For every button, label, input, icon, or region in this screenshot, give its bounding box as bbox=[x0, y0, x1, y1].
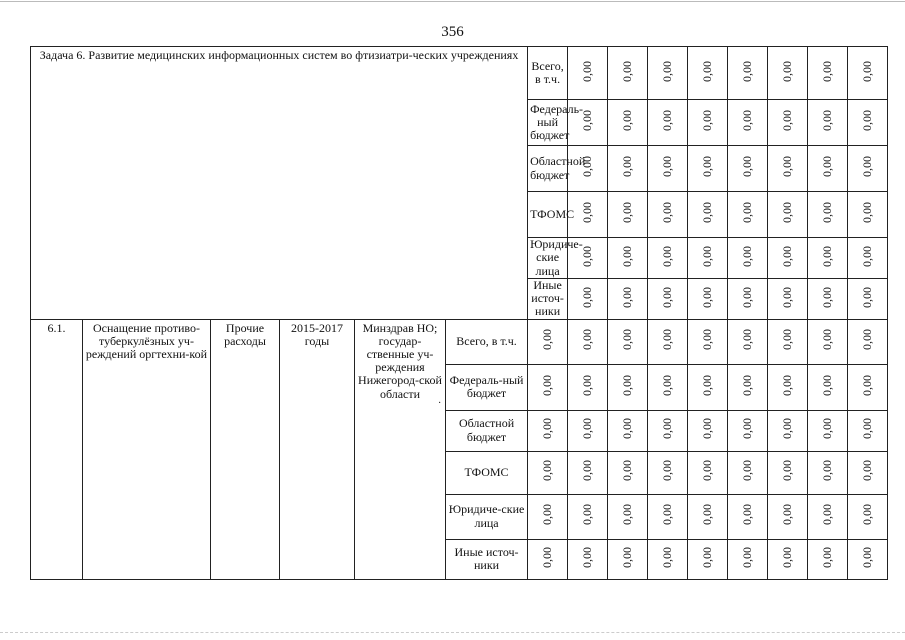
funding-value: 0,00 bbox=[779, 374, 794, 396]
scan-edge-top bbox=[0, 1, 905, 2]
table-row bbox=[31, 47, 888, 100]
funding-value: 0,00 bbox=[659, 460, 674, 482]
funding-value: 0,00 bbox=[539, 460, 554, 482]
funding-value: 0,00 bbox=[739, 329, 754, 351]
value-cell bbox=[608, 100, 648, 146]
value-cell bbox=[768, 47, 808, 100]
funding-source-label: Всего, в т.ч. bbox=[531, 58, 564, 86]
measure-name: Оснащение противо-туберкулёзных уч-реждений оргтехни-кой bbox=[85, 320, 208, 361]
funding-value: 0,00 bbox=[859, 329, 874, 351]
value-cell bbox=[728, 319, 768, 364]
funding-value: 0,00 bbox=[619, 504, 634, 526]
value-cell bbox=[568, 410, 608, 451]
funding-value: 0,00 bbox=[659, 504, 674, 526]
funding-value: 0,00 bbox=[819, 202, 834, 224]
value-cell bbox=[808, 494, 848, 539]
funding-source-cell bbox=[446, 319, 528, 364]
value-cell bbox=[768, 100, 808, 146]
value-cell bbox=[728, 410, 768, 451]
value-cell bbox=[848, 238, 888, 279]
value-cell bbox=[648, 146, 688, 192]
scan-speck: · bbox=[438, 398, 442, 409]
funding-value: 0,00 bbox=[619, 418, 634, 440]
funding-value: 0,00 bbox=[819, 110, 834, 132]
funding-value: 0,00 bbox=[699, 110, 714, 132]
value-cell bbox=[848, 100, 888, 146]
value-cell bbox=[768, 410, 808, 451]
funding-value: 0,00 bbox=[779, 418, 794, 440]
funding-value: 0,00 bbox=[579, 245, 594, 267]
funding-value: 0,00 bbox=[819, 418, 834, 440]
funding-source-label: Областной бюджет bbox=[458, 416, 515, 444]
value-cell bbox=[848, 539, 888, 579]
value-cell bbox=[608, 410, 648, 451]
funding-value: 0,00 bbox=[619, 329, 634, 351]
funding-value: 0,00 bbox=[659, 60, 674, 82]
funding-value: 0,00 bbox=[539, 329, 554, 351]
funding-value: 0,00 bbox=[739, 546, 754, 568]
task-title: Задача 6. Развитие медицинских информационных систем во фтизиатри-ческих учреждениях bbox=[39, 48, 519, 62]
funding-value: 0,00 bbox=[619, 202, 634, 224]
funding-value: 0,00 bbox=[579, 286, 594, 308]
funding-value: 0,00 bbox=[619, 156, 634, 178]
value-cell bbox=[648, 319, 688, 364]
measure-id: 6.1. bbox=[47, 320, 66, 335]
value-cell bbox=[808, 539, 848, 579]
funding-value: 0,00 bbox=[699, 546, 714, 568]
value-cell bbox=[568, 494, 608, 539]
value-cell bbox=[648, 410, 688, 451]
value-cell bbox=[648, 364, 688, 410]
funding-source-label: Иные источ-ники bbox=[454, 544, 519, 573]
value-cell bbox=[608, 192, 648, 238]
funding-source-label: Областной бюджет bbox=[530, 154, 586, 182]
value-cell bbox=[728, 539, 768, 579]
value-cell bbox=[728, 279, 768, 320]
value-cell bbox=[568, 451, 608, 494]
value-cell bbox=[768, 146, 808, 192]
funding-value: 0,00 bbox=[579, 460, 594, 482]
funding-source-cell bbox=[528, 47, 568, 100]
value-cell bbox=[688, 319, 728, 364]
funding-value: 0,00 bbox=[859, 156, 874, 178]
measure-period-cell bbox=[280, 319, 355, 579]
value-cell bbox=[768, 279, 808, 320]
value-cell bbox=[608, 539, 648, 579]
value-cell bbox=[728, 146, 768, 192]
funding-value: 0,00 bbox=[539, 374, 554, 396]
funding-value: 0,00 bbox=[539, 546, 554, 568]
funding-value: 0,00 bbox=[619, 546, 634, 568]
value-cell bbox=[728, 47, 768, 100]
funding-value: 0,00 bbox=[619, 245, 634, 267]
value-cell bbox=[808, 146, 848, 192]
funding-value: 0,00 bbox=[819, 286, 834, 308]
funding-value: 0,00 bbox=[659, 418, 674, 440]
value-cell bbox=[568, 279, 608, 320]
value-cell bbox=[848, 410, 888, 451]
funding-value: 0,00 bbox=[739, 504, 754, 526]
funding-source-cell bbox=[446, 364, 528, 410]
value-cell bbox=[608, 279, 648, 320]
value-cell bbox=[608, 238, 648, 279]
funding-value: 0,00 bbox=[699, 374, 714, 396]
funding-value: 0,00 bbox=[859, 546, 874, 568]
value-cell bbox=[648, 494, 688, 539]
value-cell bbox=[648, 238, 688, 279]
scan-edge-bottom bbox=[0, 632, 905, 633]
value-cell bbox=[688, 494, 728, 539]
value-cell bbox=[648, 192, 688, 238]
page-number: 356 bbox=[441, 24, 464, 40]
value-cell bbox=[808, 100, 848, 146]
funding-value: 0,00 bbox=[699, 329, 714, 351]
value-cell bbox=[608, 47, 648, 100]
value-cell bbox=[528, 494, 568, 539]
funding-value: 0,00 bbox=[859, 60, 874, 82]
value-cell bbox=[648, 47, 688, 100]
funding-value: 0,00 bbox=[579, 329, 594, 351]
funding-source-cell bbox=[446, 410, 528, 451]
value-cell bbox=[728, 238, 768, 279]
funding-value: 0,00 bbox=[699, 504, 714, 526]
funding-value: 0,00 bbox=[579, 374, 594, 396]
value-cell bbox=[728, 494, 768, 539]
value-cell bbox=[768, 539, 808, 579]
funding-value: 0,00 bbox=[659, 245, 674, 267]
funding-value: 0,00 bbox=[739, 374, 754, 396]
value-cell bbox=[848, 364, 888, 410]
funding-value: 0,00 bbox=[779, 329, 794, 351]
value-cell bbox=[728, 100, 768, 146]
funding-value: 0,00 bbox=[819, 546, 834, 568]
value-cell bbox=[608, 451, 648, 494]
value-cell bbox=[848, 494, 888, 539]
funding-value: 0,00 bbox=[779, 504, 794, 526]
measure-period: 2015-2017 годы bbox=[291, 320, 343, 348]
funding-value: 0,00 bbox=[699, 286, 714, 308]
funding-value: 0,00 bbox=[699, 156, 714, 178]
funding-value: 0,00 bbox=[699, 418, 714, 440]
funding-value: 0,00 bbox=[859, 202, 874, 224]
funding-value: 0,00 bbox=[659, 110, 674, 132]
value-cell bbox=[568, 47, 608, 100]
funding-value: 0,00 bbox=[779, 546, 794, 568]
funding-value: 0,00 bbox=[779, 245, 794, 267]
funding-value: 0,00 bbox=[619, 60, 634, 82]
value-cell bbox=[808, 451, 848, 494]
funding-value: 0,00 bbox=[579, 110, 594, 132]
funding-source-cell bbox=[446, 451, 528, 494]
value-cell bbox=[528, 319, 568, 364]
funding-value: 0,00 bbox=[699, 202, 714, 224]
funding-value: 0,00 bbox=[619, 460, 634, 482]
funding-source-label: Федераль-ный бюджет bbox=[530, 101, 584, 143]
value-cell bbox=[648, 451, 688, 494]
funding-value: 0,00 bbox=[659, 202, 674, 224]
value-cell bbox=[568, 364, 608, 410]
funding-value: 0,00 bbox=[819, 329, 834, 351]
value-cell bbox=[688, 451, 728, 494]
funding-value: 0,00 bbox=[739, 60, 754, 82]
funding-source-cell bbox=[446, 494, 528, 539]
value-cell bbox=[688, 539, 728, 579]
value-cell bbox=[688, 146, 728, 192]
value-cell bbox=[848, 192, 888, 238]
funding-source-cell bbox=[528, 279, 568, 320]
value-cell bbox=[768, 192, 808, 238]
funding-value: 0,00 bbox=[619, 110, 634, 132]
table-row bbox=[31, 319, 888, 364]
funding-value: 0,00 bbox=[819, 60, 834, 82]
funding-source-cell bbox=[528, 146, 586, 192]
funding-value: 0,00 bbox=[739, 156, 754, 178]
value-cell bbox=[768, 364, 808, 410]
funding-source-label: Всего, в т.ч. bbox=[456, 333, 517, 348]
funding-source-label: Юридиче-ские лица bbox=[448, 502, 525, 530]
value-cell bbox=[808, 238, 848, 279]
funding-value: 0,00 bbox=[739, 418, 754, 440]
funding-value: 0,00 bbox=[659, 329, 674, 351]
funding-value: 0,00 bbox=[579, 546, 594, 568]
funding-value: 0,00 bbox=[859, 418, 874, 440]
value-cell bbox=[808, 410, 848, 451]
value-cell bbox=[768, 451, 808, 494]
funding-source-cell bbox=[528, 192, 575, 238]
value-cell bbox=[608, 494, 648, 539]
value-cell bbox=[688, 238, 728, 279]
funding-value: 0,00 bbox=[539, 504, 554, 526]
funding-value: 0,00 bbox=[579, 418, 594, 440]
value-cell bbox=[848, 279, 888, 320]
funding-value: 0,00 bbox=[579, 504, 594, 526]
funding-value: 0,00 bbox=[859, 460, 874, 482]
value-cell bbox=[808, 364, 848, 410]
finance-table bbox=[30, 46, 888, 580]
value-cell bbox=[848, 319, 888, 364]
funding-value: 0,00 bbox=[699, 245, 714, 267]
value-cell bbox=[528, 539, 568, 579]
value-cell bbox=[568, 319, 608, 364]
funding-value: 0,00 bbox=[739, 460, 754, 482]
funding-source-cell bbox=[528, 237, 583, 279]
value-cell bbox=[728, 364, 768, 410]
value-cell bbox=[768, 319, 808, 364]
funding-value: 0,00 bbox=[579, 156, 594, 178]
funding-value: 0,00 bbox=[819, 245, 834, 267]
funding-source-label: ТФОМС bbox=[464, 464, 509, 479]
funding-source-label: ТФОМС bbox=[530, 206, 575, 221]
funding-value: 0,00 bbox=[739, 286, 754, 308]
funding-value: 0,00 bbox=[739, 110, 754, 132]
measure-name-cell bbox=[83, 319, 211, 579]
value-cell bbox=[688, 364, 728, 410]
value-cell bbox=[808, 319, 848, 364]
value-cell bbox=[848, 47, 888, 100]
value-cell bbox=[648, 100, 688, 146]
funding-value: 0,00 bbox=[699, 460, 714, 482]
value-cell bbox=[728, 192, 768, 238]
value-cell bbox=[608, 364, 648, 410]
funding-value: 0,00 bbox=[779, 202, 794, 224]
funding-source-cell bbox=[528, 100, 584, 146]
value-cell bbox=[648, 279, 688, 320]
measure-id-cell bbox=[31, 319, 83, 579]
measure-executor-cell bbox=[355, 319, 446, 579]
value-cell bbox=[688, 47, 728, 100]
value-cell bbox=[648, 539, 688, 579]
task-cell bbox=[31, 47, 528, 320]
value-cell bbox=[608, 319, 648, 364]
funding-value: 0,00 bbox=[579, 202, 594, 224]
value-cell bbox=[568, 539, 608, 579]
funding-source-label: Иные источ-ники bbox=[531, 278, 564, 319]
funding-value: 0,00 bbox=[819, 460, 834, 482]
value-cell bbox=[568, 146, 608, 192]
funding-value: 0,00 bbox=[819, 374, 834, 396]
value-cell bbox=[808, 192, 848, 238]
funding-value: 0,00 bbox=[579, 60, 594, 82]
value-cell bbox=[608, 146, 648, 192]
funding-value: 0,00 bbox=[819, 156, 834, 178]
funding-value: 0,00 bbox=[659, 156, 674, 178]
funding-value: 0,00 bbox=[659, 374, 674, 396]
value-cell bbox=[688, 410, 728, 451]
funding-value: 0,00 bbox=[819, 504, 834, 526]
funding-value: 0,00 bbox=[859, 374, 874, 396]
value-cell bbox=[808, 279, 848, 320]
funding-value: 0,00 bbox=[619, 286, 634, 308]
funding-value: 0,00 bbox=[859, 110, 874, 132]
funding-value: 0,00 bbox=[779, 110, 794, 132]
funding-value: 0,00 bbox=[619, 374, 634, 396]
funding-value: 0,00 bbox=[779, 156, 794, 178]
funding-value: 0,00 bbox=[739, 245, 754, 267]
funding-value: 0,00 bbox=[859, 504, 874, 526]
value-cell bbox=[528, 410, 568, 451]
value-cell bbox=[768, 238, 808, 279]
value-cell bbox=[768, 494, 808, 539]
funding-value: 0,00 bbox=[539, 418, 554, 440]
funding-value: 0,00 bbox=[739, 202, 754, 224]
funding-value: 0,00 bbox=[659, 546, 674, 568]
measure-expense-type-cell bbox=[211, 319, 280, 579]
funding-value: 0,00 bbox=[779, 60, 794, 82]
table-body bbox=[31, 47, 888, 580]
funding-value: 0,00 bbox=[779, 286, 794, 308]
value-cell bbox=[848, 146, 888, 192]
measure-executor: Минздрав НО; государ-ственные уч-реждения Нижегород-ской области bbox=[358, 320, 442, 401]
value-cell bbox=[528, 364, 568, 410]
value-cell bbox=[848, 451, 888, 494]
value-cell bbox=[528, 451, 568, 494]
value-cell bbox=[688, 279, 728, 320]
value-cell bbox=[688, 192, 728, 238]
funding-source-label: Юридиче-ские лица bbox=[530, 237, 583, 278]
value-cell bbox=[728, 451, 768, 494]
funding-value: 0,00 bbox=[859, 286, 874, 308]
funding-source-label: Федераль-ный бюджет bbox=[449, 372, 524, 401]
funding-value: 0,00 bbox=[859, 245, 874, 267]
funding-value: 0,00 bbox=[659, 286, 674, 308]
funding-source-cell bbox=[446, 539, 528, 579]
value-cell bbox=[688, 100, 728, 146]
measure-expense-type: Прочие расходы bbox=[224, 320, 266, 348]
funding-value: 0,00 bbox=[699, 60, 714, 82]
value-cell bbox=[808, 47, 848, 100]
funding-value: 0,00 bbox=[779, 460, 794, 482]
